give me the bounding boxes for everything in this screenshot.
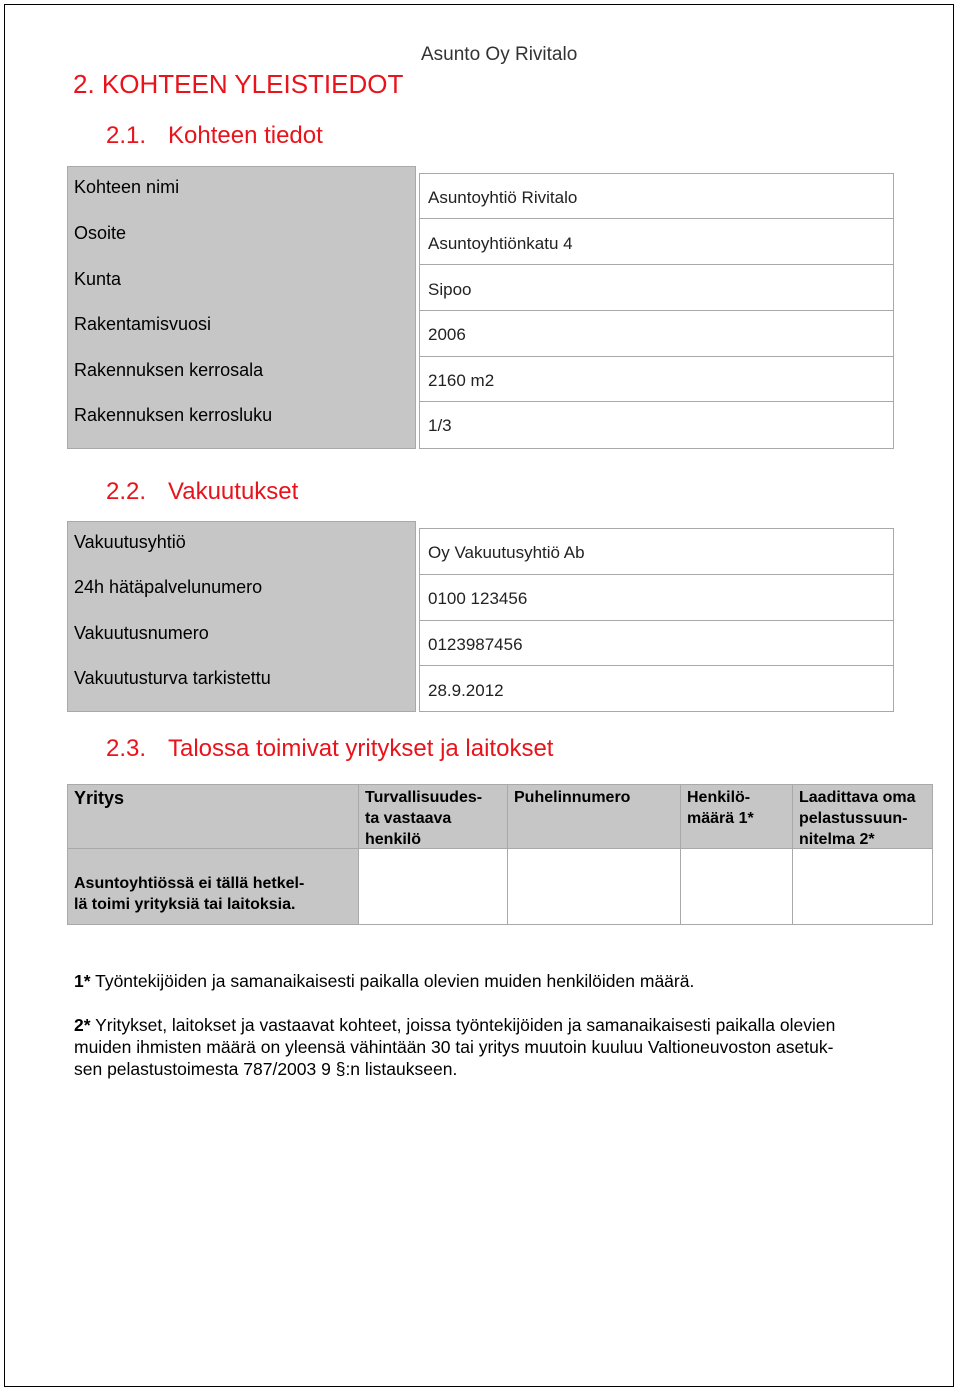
label-kohteen-nimi: Kohteen nimi <box>74 177 180 197</box>
header-line: pelastussuun- <box>799 810 908 827</box>
section-title-text: Talossa toimivat yritykset ja laitokset <box>168 735 554 762</box>
value-vakuutusturva <box>419 665 894 712</box>
header-turvallisuus <box>358 784 508 849</box>
value-kerrosluku <box>419 401 894 449</box>
value-kunta <box>419 264 894 311</box>
footnote-marker: 1* <box>74 971 91 991</box>
header-line: Henkilö- <box>687 789 751 806</box>
section-title-yritykset <box>106 735 553 763</box>
value-rakentamisvuosi <box>419 310 894 357</box>
footnote-text: Yritykset, laitokset ja vastaavat kohteet, joissa työntekijöiden ja samanaikaisesti paikalla olevien <box>90 1015 836 1035</box>
footnote-1 <box>74 970 914 992</box>
row-pelastussuunnitelma-cell <box>792 848 933 925</box>
footnote-text: muiden ihmisten määrä on yleensä vähintään 30 tai yritys muutoin kuuluu Valtioneuvoston asetuk- <box>74 1037 834 1057</box>
label-kunta: Kunta <box>74 269 122 289</box>
info-labels-kohde <box>67 166 416 449</box>
value-text: Oy Vakuutusyhtiö Ab <box>428 543 585 562</box>
section-title-text: Kohteen tiedot <box>168 122 323 149</box>
row-turvallisuus-cell <box>358 848 508 925</box>
header-yritys-text: Yritys <box>74 788 125 808</box>
info-labels-vakuutus <box>67 521 416 712</box>
footnote-marker: 2* <box>74 1015 91 1035</box>
value-text: Asuntoyhtiönkatu 4 <box>428 234 573 253</box>
value-kerrosala <box>419 356 894 402</box>
header-pelastussuunnitelma <box>792 784 933 849</box>
value-kohteen-nimi <box>419 173 894 219</box>
header-puhelinnumero <box>507 784 681 849</box>
label-rakentamisvuosi: Rakentamisvuosi <box>74 314 212 334</box>
header-line: Laadittava oma <box>799 789 916 806</box>
header-line: määrä 1* <box>687 810 754 827</box>
row-puhelinnumero-cell <box>507 848 681 925</box>
label-kerrosluku: Rakennuksen kerrosluku <box>74 405 273 425</box>
header-henkilomaara <box>680 784 793 849</box>
footnote-2 <box>74 1014 914 1080</box>
section-number: 2.2. <box>106 478 147 505</box>
section-title-vakuutukset <box>106 478 298 506</box>
footnote-text: sen pelastustoimesta 787/2003 9 §:n listaukseen. <box>74 1059 458 1079</box>
section-number: 2.3. <box>106 735 147 762</box>
chapter-title: 2. KOHTEEN YLEISTIEDOT <box>73 69 404 99</box>
section-number: 2.1. <box>106 122 147 149</box>
header-yritys <box>67 784 359 849</box>
value-text: 0123987456 <box>428 635 523 654</box>
header-line: nitelma 2* <box>799 831 875 848</box>
value-text: 1/3 <box>428 416 452 435</box>
value-vakuutusnumero <box>419 620 894 666</box>
label-vakuutusturva: Vakuutusturva tarkistettu <box>74 668 271 688</box>
value-text: 28.9.2012 <box>428 681 504 700</box>
value-osoite <box>419 218 894 265</box>
header-line: henkilö <box>365 831 422 848</box>
row-text-line: lä toimi yrityksiä tai laitoksia. <box>74 896 296 913</box>
section-title-text: Vakuutukset <box>168 478 299 505</box>
value-vakuutusyhtio <box>419 528 894 575</box>
label-kerrosala: Rakennuksen kerrosala <box>74 360 264 380</box>
label-hatapalvelunumero: 24h hätäpalvelunumero <box>74 577 263 597</box>
row-henkilomaara-cell <box>680 848 793 925</box>
document-header-company: Asunto Oy Rivitalo <box>421 44 578 65</box>
value-text: Sipoo <box>428 280 472 299</box>
footnote-text: Työntekijöiden ja samanaikaisesti paikalla olevien muiden henkilöiden määrä. <box>90 971 695 991</box>
value-hatapalvelunumero <box>419 574 894 621</box>
label-vakuutusnumero: Vakuutusnumero <box>74 623 209 643</box>
header-line: ta vastaava <box>365 810 452 827</box>
value-text: 2160 m2 <box>428 371 495 390</box>
label-vakuutusyhtio: Vakuutusyhtiö <box>74 532 186 552</box>
header-line: Turvallisuudes- <box>365 789 483 806</box>
value-text: Asuntoyhtiö Rivitalo <box>428 188 578 207</box>
value-text: 2006 <box>428 325 466 344</box>
label-osoite: Osoite <box>74 223 127 243</box>
row-text-line: Asuntoyhtiössä ei tällä hetkel- <box>74 875 305 892</box>
row-yritys <box>67 848 359 925</box>
header-line: Puhelinnumero <box>514 789 631 806</box>
value-text: 0100 123456 <box>428 589 528 608</box>
section-title-kohteen-tiedot <box>106 122 323 150</box>
